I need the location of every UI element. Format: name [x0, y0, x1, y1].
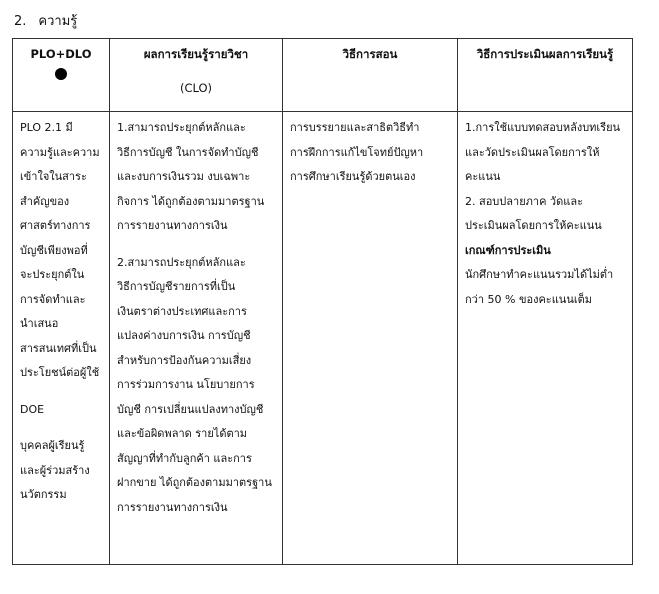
text-line: จะประยุกต์ใน: [20, 268, 85, 281]
clo-item-1: [117, 116, 277, 239]
text-line: ฝากขาย ได้ถูกต้องตามมาตรฐาน: [117, 476, 272, 489]
text-line: บัญชี การเปลี่ยนแปลงทางบัญชี: [117, 402, 264, 416]
header-teaching-label: วิธีการสอน: [342, 47, 398, 61]
assessment-item-2: [465, 190, 627, 239]
assessment-item-1: [465, 116, 627, 190]
header-clo-sub: (CLO): [179, 81, 213, 95]
text-line: และงบการเงินรวม งบเฉพาะ: [117, 170, 251, 183]
doe-label: DOE: [20, 402, 45, 416]
header-clo-label: ผลการเรียนรู้รายวิชา: [143, 47, 249, 61]
text-line: ความรู้และความ: [20, 145, 100, 159]
text-line: การฝึกการแก้ไขโจทย์ปัญหา: [290, 145, 424, 159]
header-assessment-label: วิธีการประเมินผลการเรียนรู้: [476, 47, 614, 61]
text-line: นักศึกษาทำคะแนนรวมได้ไม่ต่ำ: [465, 268, 614, 281]
text-line: สำคัญของ: [20, 194, 70, 208]
text-line: สารสนเทศที่เป็น: [20, 341, 97, 355]
text-line: แปลงค่างบการเงิน การบัญชี: [117, 329, 251, 342]
section-title: ความรู้: [38, 14, 78, 29]
text-line: และข้อผิดพลาด รายได้ตาม: [117, 427, 248, 440]
cell-assessment: [458, 112, 633, 565]
doe-description: [20, 434, 104, 508]
text-line: ศาสตร์ทางการ: [20, 219, 91, 232]
text-line: บัญชีเพียงพอที่: [20, 243, 88, 257]
text-line: วิธีการบัญชี ในการจัดทำบัญชี: [117, 145, 259, 159]
header-plo-label: PLO+DLO: [30, 47, 92, 61]
cell-plo: [13, 112, 110, 565]
text-line: เงินตราต่างประเทศและการ: [117, 304, 247, 318]
text-line: การรายงานทางการเงิน: [117, 500, 228, 514]
text-line: วิธีการบัญชีรายการที่เป็น: [117, 280, 236, 293]
criteria-description: [465, 263, 627, 312]
cell-clo: [110, 112, 283, 565]
text-line: เข้าใจในสาระ: [20, 170, 87, 183]
section-number: 2.: [14, 14, 27, 29]
table-row: [13, 112, 633, 565]
text-line: การร่วมการงาน นโยบายการ: [117, 378, 255, 391]
text-line: กิจการ ได้ถูกต้องตามมาตรฐาน: [117, 194, 265, 208]
teaching-methods: [290, 116, 452, 190]
text-line: การบรรยายและสาธิตวิธีทำ: [290, 121, 420, 134]
header-clo: [110, 39, 283, 112]
text-line: นวัตกรรม: [20, 488, 67, 501]
clo-item-2: [117, 251, 277, 521]
text-line: สัญญาที่ทำกับลูกค้า และการ: [117, 451, 252, 465]
table-header-row: [13, 39, 633, 112]
text-line: สำหรับการป้องกันความเสี่ยง: [117, 353, 252, 367]
text-line: 1.สามารถประยุกต์หลักและ: [117, 121, 246, 134]
section-heading: [14, 10, 77, 31]
filled-circle-icon: [55, 68, 67, 80]
text-line: ประเมินผลโดยการให้คะแนน: [465, 219, 602, 232]
text-line: บุคคลผู้เรียนรู้: [20, 439, 85, 452]
text-line: การศึกษาเรียนรู้ด้วยตนเอง: [290, 170, 416, 183]
text-line: ประโยชน์ต่อผู้ใช้: [20, 366, 100, 379]
text-line: PLO 2.1 มี: [20, 121, 73, 134]
text-line: คะแนน: [465, 170, 501, 183]
criteria-label: เกณฑ์การประเมิน: [465, 243, 551, 257]
text-line: และวัดประเมินผลโดยการให้: [465, 145, 600, 159]
header-teaching: [283, 39, 458, 112]
text-line: และผู้ร่วมสร้าง: [20, 463, 90, 477]
header-assessment: [458, 39, 633, 112]
text-line: นำเสนอ: [20, 317, 59, 330]
plo-description: [20, 116, 104, 386]
text-line: 2. สอบปลายภาค วัดและ: [465, 194, 583, 208]
learning-outcome-table: [12, 38, 633, 565]
text-line: การจัดทำและ: [20, 292, 86, 306]
cell-teaching: [283, 112, 458, 565]
text-line: 2.สามารถประยุกต์หลักและ: [117, 255, 246, 269]
text-line: การรายงานทางการเงิน: [117, 219, 228, 232]
text-line: 1.การใช้แบบทดสอบหลังบทเรียน: [465, 121, 621, 134]
header-plo-dlo: [13, 39, 110, 112]
text-line: กว่า 50 % ของคะแนนเต็ม: [465, 292, 592, 306]
